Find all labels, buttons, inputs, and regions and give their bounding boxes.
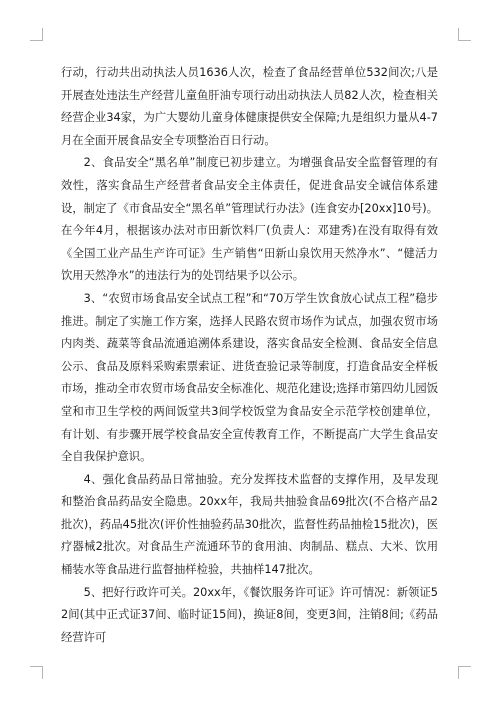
crop-mark-bottom-right [458,666,471,679]
paragraph-1: 行动，行动共出动执法人员1636人次，检查了食品经营单位532间次;八是开展查处违法生产经营儿童鱼肝油专项行动出动执法人员82人次，检查相关经营企业34家，为广大婴幼儿童身体健康提供安全保障;九是组织力量从4-7月在全面开展食品安全专项整治百日行动。 [61,66,438,147]
document-page [61,62,438,649]
paragraph-3: 3、“农贸市场食品安全试点工程”和“70万学生饮食放心试点工程”稳步推进。制定了实施工作方案，选择人民路农贸市场作为试点，加强农贸市场内肉类、蔬菜等食品流通追溯体系建设，落实食品安全检测、食品安全信息公示、食品及原料采购索票索证、进货查验记录等制度，打造食品安全样板市场，推动全市农贸市场食品安全标准化、规范化建设;选择市第四幼儿园饭堂和市卫生学校的两间饭堂共3间学校饭堂为食品安全示范学校创建单位，有计划、有步骤开展学校食品安全宣传教育工作，不断提高广大学生食品安全自我保护意识。 [61,291,438,464]
crop-mark-top-right [458,28,471,41]
paragraph-5: 5、把好行政许可关。20xx年，《餐饮服务许可证》许可情况：新领证52间(其中正式证37间、临时证15间)，换证8间，变更3间，注销8间;《药品经营许可 [61,585,438,644]
crop-mark-top-left [30,28,43,41]
paragraph-2: 2、食品安全“黑名单”制度已初步建立。为增强食品安全监督管理的有效性，落实食品生产经营者食品安全主体责任，促进食品安全诚信体系建设，制定了《市食品安全“黑名单”管理试行办法》(连食安办[20xx]10号)。在今年4月，根据该办法对市田新饮料厂(负责人：邓建秀)在没有取得有效《全国工业产品生产许可证》生产销售“田新山泉饮用天然净水”、“健活力饮用天然净水”的违法行为的处罚结果予以公示。 [61,156,438,283]
paragraph-4: 4、强化食品药品日常抽验。充分发挥技术监督的支撑作用，及早发现和整治食品药品安全隐患。20xx年，我局共抽验食品69批次(不合格产品2批次)，药品45批次(评价性抽验药品30批次，监督性药品抽检15批次)，医疗器械2批次。对食品生产流通环节的食用油、肉制品、糕点、大米、饮用桶装水等食品进行监督抽样检验，共抽样147批次。 [61,472,438,577]
crop-mark-bottom-left [30,666,43,679]
